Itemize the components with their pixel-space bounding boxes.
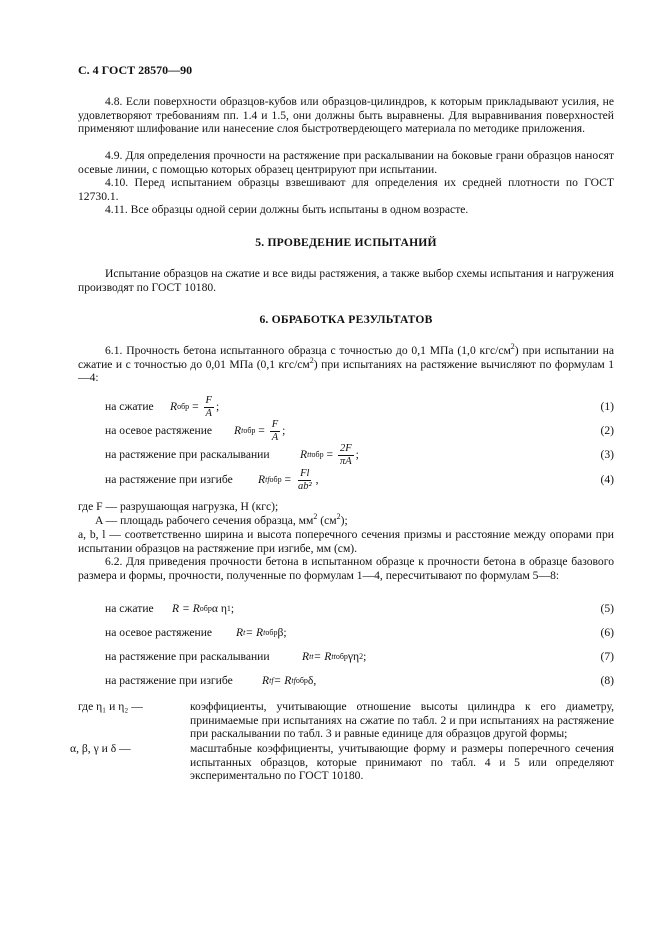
formula-rhs: = R <box>313 650 332 664</box>
where-abl: a, b, l — соответственно ширина и высота поперечного сечения призмы и расстояние между опорами при испытании образцов на растяжение при изгибе, мм (см). <box>78 528 614 555</box>
superscript-2: 2 <box>313 512 318 522</box>
formula-lhs: R <box>234 424 242 438</box>
where-A <box>95 514 348 528</box>
formula-number: (6) <box>600 626 614 639</box>
fraction-numerator: 2F <box>339 442 352 454</box>
p61-text-b: ) при испытании на сжатие и с точностью до 0,01 МПа (0,1 кгс/см <box>78 344 614 371</box>
formula-number: (4) <box>600 473 614 486</box>
formula-label: на растяжение при раскалывании <box>105 650 270 663</box>
formula-tail: ; <box>355 448 359 462</box>
formula-number: (2) <box>600 424 614 437</box>
formula-tail: ; <box>215 400 220 414</box>
fraction-denominator: πA <box>339 455 352 467</box>
fraction-denominator: A <box>271 431 279 443</box>
section-5-title: 5. ПРОВЕДЕНИЕ ИСПЫТАНИЙ <box>255 236 437 249</box>
formula-expression: R = R обр α η 1 ; <box>172 602 235 616</box>
fraction-denominator: ab² <box>297 480 312 492</box>
page-header: С. 4 ГОСТ 28570—90 <box>78 63 193 77</box>
p61-text-c: ) при испытаниях на растяжение вычисляют по формулам 1—4: <box>78 357 614 385</box>
superscript-2: 2 <box>336 512 341 522</box>
definition-term: α, β, γ и δ — <box>70 742 131 755</box>
formula-4 <box>78 465 614 495</box>
formula-rhs: = R <box>273 674 292 688</box>
paragraph-4-11: 4.11. Все образцы одной серии должны быть испытаны в одном возрасте. <box>105 203 469 216</box>
formula-expression: R tt обр = $\frac{2F}{\pi A}$ ; <box>300 442 359 467</box>
formula-expression: R tf обр = $\frac{Fl}{\text{ab²}}$ , <box>258 467 319 492</box>
formula-tail: δ <box>307 674 314 688</box>
formula-expression: R t обр = $\frac{F}{A}$ ; <box>234 418 286 443</box>
formula-fraction <box>338 443 354 468</box>
formula-number: (5) <box>600 602 614 615</box>
where-F: где F — разрушающая нагрузка, Н (кгс); <box>78 500 279 513</box>
formula-end: , <box>313 674 317 688</box>
formula-label: на сжатие <box>105 602 154 615</box>
formula-number: (3) <box>600 448 614 461</box>
formula-fraction <box>296 468 314 493</box>
definition-text: масштабные коэффициенты, учитывающие форму и размеры поперечного сечения испытанных образцов, которые принимают по табл. 4 и 5 или определяют экспериментально по ГОСТ 10180. <box>190 742 614 783</box>
formula-label: на растяжение при раскалывании <box>105 448 270 461</box>
formula-tail: ; <box>282 424 286 438</box>
paragraph-6-2: 6.2. Для приведения прочности бетона в испытанном образце к прочности бетона в образце базового размера и формы, прочности, полученные по формулам 1—4, пересчитывают по формулам 5—8: <box>78 555 614 582</box>
definition-alpha <box>70 742 614 786</box>
formula-expression: R обр = $\frac{F}{A}$ ; <box>170 394 220 419</box>
formula-lhs: R <box>258 473 266 487</box>
definition-text: коэффициенты, учитывающие отношение высоты цилиндра к его диаметру, принимаемые при испытаниях на сжатие по табл. 2 и при испытаниях на растяжение при раскалывании по табл. 3 и равные единице для образцов другой формы; <box>190 700 614 741</box>
fraction-denominator: A <box>205 407 212 419</box>
formula-expression: R t = R t обр β ; <box>236 626 287 640</box>
formula-tail: β <box>277 626 284 640</box>
formula-tail: γη <box>347 650 360 664</box>
formula-label: на сжатие <box>105 400 154 413</box>
formula-lhs: R <box>300 448 308 462</box>
superscript-2: 2 <box>510 342 515 352</box>
section-6-title: 6. ОБРАБОТКА РЕЗУЛЬТАТОВ <box>259 313 433 326</box>
formula-tail: , <box>315 473 319 487</box>
p61-text-a: 6.1. Прочность бетона испытанного образца с точностью до 0,1 МПа (1,0 кгс/см <box>105 344 511 357</box>
paragraph-4-10: 4.10. Перед испытанием образцы взвешивают для определения их средней плотности по ГОСТ 12730.1. <box>78 176 614 203</box>
formula-label: на осевое растяжение <box>105 424 213 437</box>
formula-rhs: = R <box>245 626 264 640</box>
formula-label: на осевое растяжение <box>105 626 213 639</box>
formula-lhs: R <box>262 674 270 688</box>
formula-expression: R tf = R tf обр δ , <box>262 674 317 688</box>
paragraph-6-1 <box>78 344 614 385</box>
where-A-text: A — площадь рабочего сечения образца, мм <box>95 514 314 527</box>
formula-number: (8) <box>600 674 614 687</box>
formula-number: (7) <box>600 650 614 663</box>
formula-8 <box>78 666 614 696</box>
formula-label: на растяжение при изгибе <box>105 674 233 687</box>
where-A-text-c: ); <box>340 514 348 527</box>
formula-lhs: R = R <box>172 602 200 616</box>
formula-end: ; <box>230 602 235 616</box>
fraction-numerator: Fl <box>300 467 310 479</box>
definition-term: где η₁ и η₂ — <box>78 700 143 713</box>
formula-lhs: R <box>170 400 178 414</box>
paragraph-4-9: 4.9. Для определения прочности на растяжение при раскалывании на боковые грани образцов наносят осевые линии, с помощью которых образец центрируют при испытании. <box>78 149 614 176</box>
fraction-numerator: F <box>271 418 279 430</box>
formula-lhs: R <box>302 650 310 664</box>
formula-lhs: R <box>236 626 244 640</box>
superscript-2: 2 <box>309 355 314 365</box>
paragraph-4-8: 4.8. Если поверхности образцов-кубов или образцов-цилиндров, к которым прикладывают усилия, не удовлетворяют требованиям пп. 1.4 и 1.5, они должны быть выравнены. Для выравнивания поверхностей применяют шлифование или нанесение слоя быстротвердеющего материала по методике приложения. <box>78 95 614 136</box>
definition-eta <box>78 700 614 744</box>
formula-expression: R tt = R tt обр γη 2 ; <box>302 650 367 664</box>
formula-number: (1) <box>600 400 614 413</box>
formula-end: ; <box>283 626 287 640</box>
paragraph-5: Испытание образцов на сжатие и все виды растяжения, а также выбор схемы испытания и нагружения производят по ГОСТ 10180. <box>78 267 614 294</box>
formula-end: ; <box>363 650 367 664</box>
fraction-numerator: F <box>205 394 212 406</box>
formula-label: на растяжение при изгибе <box>105 473 233 486</box>
formula-tail: α η <box>211 602 227 616</box>
where-A-text-b: (см <box>317 514 337 527</box>
